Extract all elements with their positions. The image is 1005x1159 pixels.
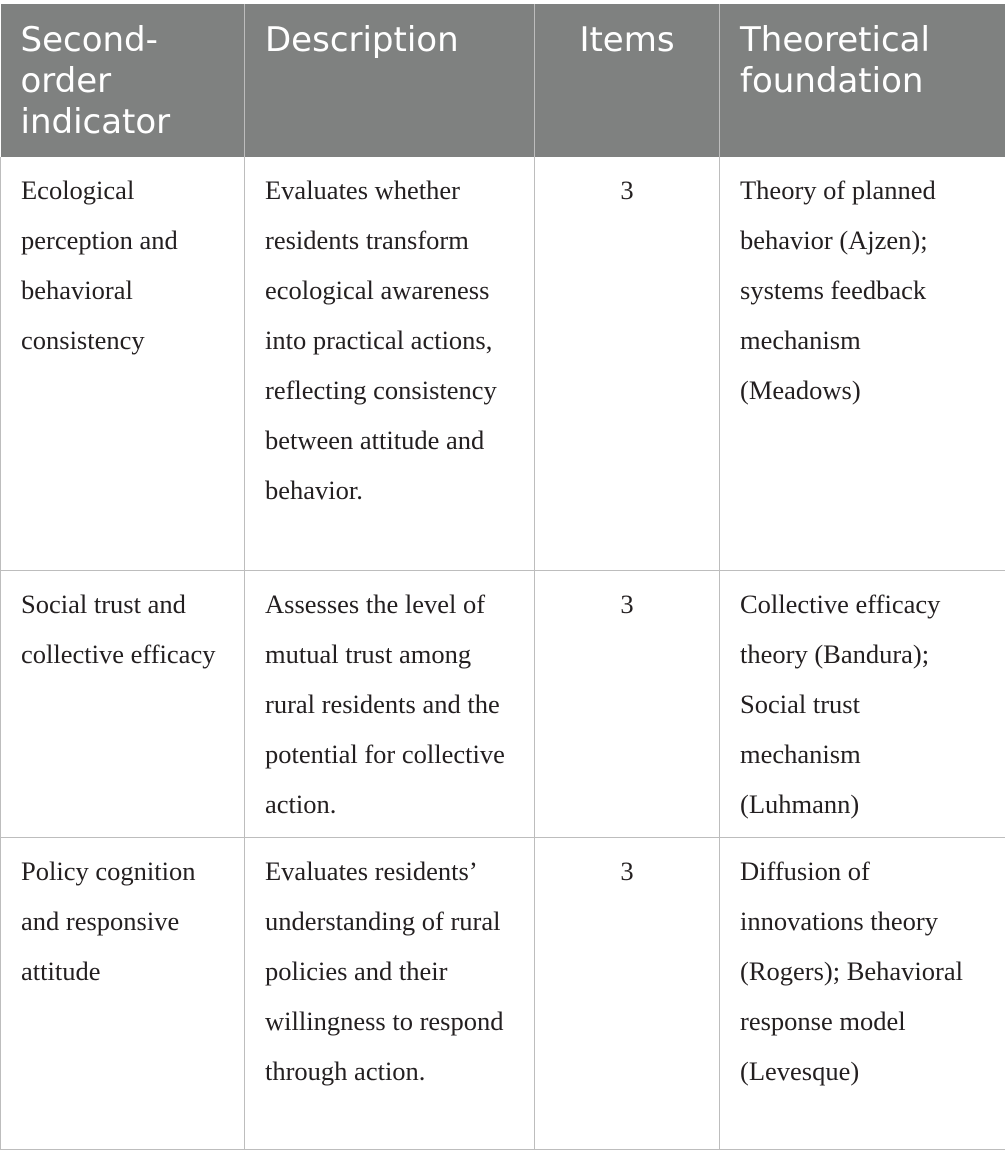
indicator-cell: Social trust and collective efficacy — [1, 570, 245, 837]
table-header — [1, 4, 1005, 157]
header-row — [1, 4, 1005, 157]
description-cell: Evaluates residents’ understanding of rural policies and their willingness to respond through action. — [245, 837, 535, 1149]
items-cell: 3 — [535, 157, 720, 570]
foundation-cell: Theory of planned behavior (Ajzen); systems feedback mechanism (Meadows) — [720, 157, 1005, 570]
indicator-cell: Ecological perception and behavioral consistency — [1, 157, 245, 570]
items-cell: 3 — [535, 837, 720, 1149]
table-body — [1, 157, 1005, 1149]
description-cell: Assesses the level of mutual trust among rural residents and the potential for collective action. — [245, 570, 535, 837]
header-theoretical-foundation: Theoretical foundation — [720, 4, 1005, 157]
header-second-order-indicator: Second-order indicator — [1, 4, 245, 157]
description-cell: Evaluates whether residents transform ecological awareness into practical actions, reflecting consistency between attitude and behavior. — [245, 157, 535, 570]
table-row — [1, 157, 1005, 570]
foundation-cell: Diffusion of innovations theory (Rogers); Behavioral response model (Levesque) — [720, 837, 1005, 1149]
table-row — [1, 837, 1005, 1149]
table-row — [1, 570, 1005, 837]
indicator-table — [0, 4, 1005, 1150]
indicator-cell: Policy cognition and responsive attitude — [1, 837, 245, 1149]
header-items: Items — [535, 4, 720, 157]
items-cell: 3 — [535, 570, 720, 837]
header-description: Description — [245, 4, 535, 157]
foundation-cell: Collective efficacy theory (Bandura); Social trust mechanism (Luhmann) — [720, 570, 1005, 837]
